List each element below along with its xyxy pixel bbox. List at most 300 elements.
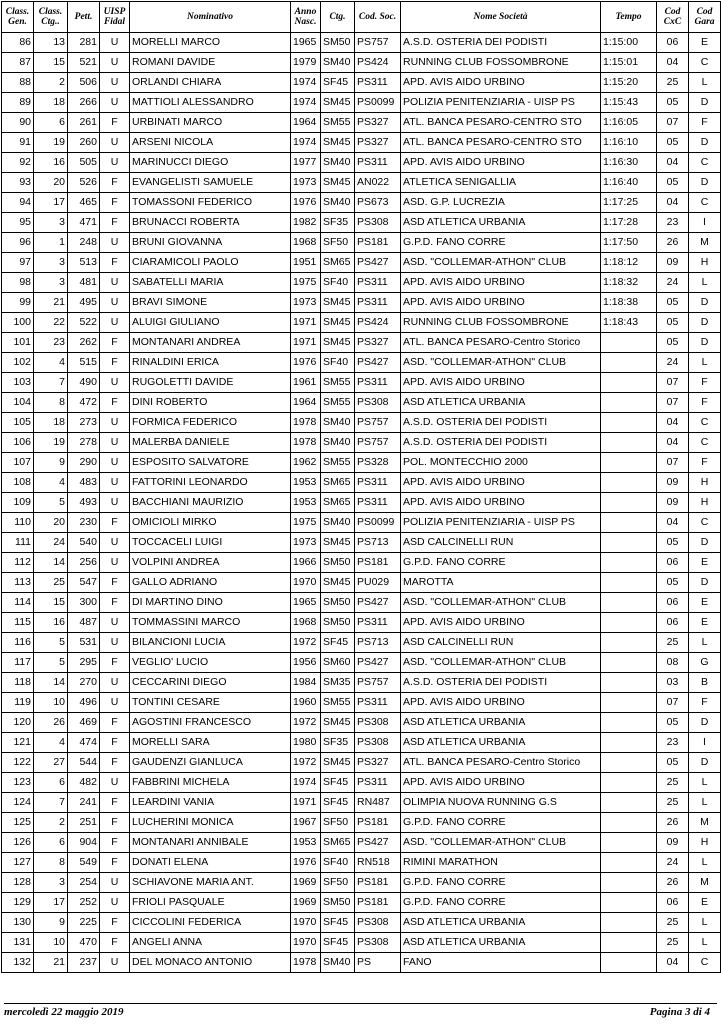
cell-class-ctg: 15: [34, 53, 68, 73]
cell-nome-societa: A.S.D. OSTERIA DEI PODISTI: [401, 33, 601, 53]
cell-ctg: SM50: [321, 893, 355, 913]
cell-class-gen: 125: [2, 813, 34, 833]
header-pett: Pett.: [68, 2, 100, 33]
cell-nome-societa: ATL. BANCA PESARO-Centro Storico: [401, 333, 601, 353]
cell-cod-gara: L: [689, 913, 721, 933]
cell-ctg: SM50: [321, 613, 355, 633]
cell-anno-nasc: 1970: [291, 573, 321, 593]
cell-cod-cxc: 25: [657, 633, 689, 653]
cell-class-gen: 99: [2, 293, 34, 313]
cell-class-ctg: 3: [34, 273, 68, 293]
cell-class-ctg: 3: [34, 873, 68, 893]
cell-uisp-fidal: F: [100, 213, 130, 233]
cell-pett: 549: [68, 853, 100, 873]
cell-cod-soc: PS311: [355, 293, 401, 313]
cell-cod-gara: L: [689, 793, 721, 813]
cell-tempo: [601, 433, 657, 453]
table-row: [2, 473, 721, 493]
cell-anno-nasc: 1976: [291, 853, 321, 873]
cell-pett: 547: [68, 573, 100, 593]
cell-nominativo: ARSENI NICOLA: [130, 133, 291, 153]
cell-nome-societa: APD. AVIS AIDO URBINO: [401, 293, 601, 313]
cell-uisp-fidal: U: [100, 433, 130, 453]
cell-anno-nasc: 1960: [291, 693, 321, 713]
cell-tempo: [601, 573, 657, 593]
cell-nominativo: EVANGELISTI SAMUELE: [130, 173, 291, 193]
cell-cod-gara: E: [689, 593, 721, 613]
cell-cod-gara: E: [689, 553, 721, 573]
cell-cod-gara: C: [689, 153, 721, 173]
cell-class-gen: 103: [2, 373, 34, 393]
table-row: [2, 213, 721, 233]
cell-uisp-fidal: F: [100, 193, 130, 213]
cell-cod-gara: E: [689, 613, 721, 633]
cell-uisp-fidal: F: [100, 333, 130, 353]
cell-ctg: SM65: [321, 493, 355, 513]
cell-ctg: SM40: [321, 53, 355, 73]
header-ctg: Ctg.: [321, 2, 355, 33]
cell-tempo: [601, 813, 657, 833]
cell-cod-cxc: 03: [657, 673, 689, 693]
cell-class-gen: 113: [2, 573, 34, 593]
cell-class-ctg: 18: [34, 413, 68, 433]
cell-class-ctg: 14: [34, 673, 68, 693]
cell-ctg: SF40: [321, 353, 355, 373]
cell-cod-cxc: 05: [657, 533, 689, 553]
cell-cod-soc: PS757: [355, 413, 401, 433]
cell-ctg: SM60: [321, 653, 355, 673]
cell-anno-nasc: 1953: [291, 473, 321, 493]
cell-ctg: SM45: [321, 333, 355, 353]
cell-cod-soc: PS311: [355, 473, 401, 493]
cell-anno-nasc: 1968: [291, 613, 321, 633]
cell-nome-societa: G.P.D. FANO CORRE: [401, 553, 601, 573]
cell-anno-nasc: 1972: [291, 713, 321, 733]
cell-cod-cxc: 24: [657, 353, 689, 373]
cell-pett: 270: [68, 673, 100, 693]
cell-cod-cxc: 24: [657, 853, 689, 873]
cell-nome-societa: ASD ATLETICA URBANIA: [401, 393, 601, 413]
cell-uisp-fidal: U: [100, 533, 130, 553]
cell-pett: 521: [68, 53, 100, 73]
cell-ctg: SM45: [321, 753, 355, 773]
cell-cod-cxc: 06: [657, 593, 689, 613]
cell-cod-soc: PS181: [355, 233, 401, 253]
cell-cod-soc: PS311: [355, 493, 401, 513]
cell-uisp-fidal: U: [100, 893, 130, 913]
cell-ctg: SM55: [321, 453, 355, 473]
cell-cod-cxc: 24: [657, 273, 689, 293]
cell-pett: 256: [68, 553, 100, 573]
cell-cod-gara: H: [689, 493, 721, 513]
cell-class-gen: 102: [2, 353, 34, 373]
cell-uisp-fidal: U: [100, 273, 130, 293]
cell-anno-nasc: 1973: [291, 173, 321, 193]
cell-pett: 278: [68, 433, 100, 453]
cell-class-gen: 88: [2, 73, 34, 93]
cell-uisp-fidal: F: [100, 753, 130, 773]
cell-cod-gara: E: [689, 893, 721, 913]
cell-class-gen: 117: [2, 653, 34, 673]
cell-class-gen: 105: [2, 413, 34, 433]
cell-ctg: SM55: [321, 113, 355, 133]
cell-nome-societa: APD. AVIS AIDO URBINO: [401, 613, 601, 633]
cell-cod-gara: D: [689, 93, 721, 113]
cell-cod-cxc: 09: [657, 473, 689, 493]
cell-cod-gara: I: [689, 733, 721, 753]
cell-class-ctg: 20: [34, 513, 68, 533]
cell-cod-soc: PS424: [355, 53, 401, 73]
cell-cod-cxc: 25: [657, 913, 689, 933]
cell-class-ctg: 16: [34, 613, 68, 633]
cell-cod-gara: D: [689, 313, 721, 333]
cell-nominativo: MONTANARI ANNIBALE: [130, 833, 291, 853]
cell-ctg: SM50: [321, 593, 355, 613]
cell-cod-cxc: 26: [657, 873, 689, 893]
cell-nome-societa: ASD CALCINELLI RUN: [401, 533, 601, 553]
cell-anno-nasc: 1976: [291, 353, 321, 373]
cell-ctg: SF40: [321, 853, 355, 873]
cell-class-ctg: 7: [34, 793, 68, 813]
cell-pett: 513: [68, 253, 100, 273]
cell-nominativo: CIARAMICOLI PAOLO: [130, 253, 291, 273]
cell-cod-gara: C: [689, 513, 721, 533]
cell-pett: 260: [68, 133, 100, 153]
table-row: [2, 693, 721, 713]
cell-cod-soc: AN022: [355, 173, 401, 193]
cell-cod-gara: L: [689, 273, 721, 293]
table-row: [2, 753, 721, 773]
table-row: [2, 433, 721, 453]
cell-cod-soc: PS757: [355, 673, 401, 693]
cell-nome-societa: ASD CALCINELLI RUN: [401, 633, 601, 653]
table-row: [2, 773, 721, 793]
cell-nome-societa: APD. AVIS AIDO URBINO: [401, 153, 601, 173]
cell-class-gen: 128: [2, 873, 34, 893]
cell-cod-soc: PS: [355, 953, 401, 973]
cell-pett: 472: [68, 393, 100, 413]
cell-class-ctg: 9: [34, 913, 68, 933]
cell-class-ctg: 17: [34, 193, 68, 213]
cell-uisp-fidal: U: [100, 453, 130, 473]
cell-cod-cxc: 09: [657, 493, 689, 513]
cell-nominativo: ESPOSITO SALVATORE: [130, 453, 291, 473]
cell-pett: 496: [68, 693, 100, 713]
cell-nominativo: TOMMASSINI MARCO: [130, 613, 291, 633]
cell-cod-soc: PS424: [355, 313, 401, 333]
table-row: [2, 193, 721, 213]
cell-class-gen: 119: [2, 693, 34, 713]
table-row: [2, 533, 721, 553]
cell-nominativo: SCHIAVONE MARIA ANT.: [130, 873, 291, 893]
cell-anno-nasc: 1977: [291, 153, 321, 173]
cell-class-gen: 96: [2, 233, 34, 253]
cell-anno-nasc: 1956: [291, 653, 321, 673]
cell-class-gen: 118: [2, 673, 34, 693]
cell-class-gen: 104: [2, 393, 34, 413]
cell-ctg: SM40: [321, 953, 355, 973]
table-row: [2, 53, 721, 73]
cell-pett: 531: [68, 633, 100, 653]
cell-class-ctg: 5: [34, 633, 68, 653]
cell-tempo: 1:15:43: [601, 93, 657, 113]
cell-cod-cxc: 04: [657, 53, 689, 73]
table-row: [2, 93, 721, 113]
table-row: [2, 113, 721, 133]
table-row: [2, 453, 721, 473]
header-tempo: Tempo: [601, 2, 657, 33]
table-row: [2, 953, 721, 973]
cell-cod-gara: C: [689, 193, 721, 213]
cell-cod-soc: PS311: [355, 613, 401, 633]
cell-pett: 481: [68, 273, 100, 293]
cell-nominativo: FABBRINI MICHELA: [130, 773, 291, 793]
cell-tempo: 1:15:01: [601, 53, 657, 73]
cell-class-ctg: 9: [34, 453, 68, 473]
cell-uisp-fidal: F: [100, 173, 130, 193]
cell-pett: 261: [68, 113, 100, 133]
cell-cod-cxc: 07: [657, 453, 689, 473]
table-row: [2, 713, 721, 733]
cell-anno-nasc: 1975: [291, 513, 321, 533]
cell-tempo: [601, 633, 657, 653]
cell-pett: 281: [68, 33, 100, 53]
cell-cod-soc: PS427: [355, 593, 401, 613]
cell-class-ctg: 10: [34, 933, 68, 953]
cell-tempo: [601, 513, 657, 533]
cell-uisp-fidal: U: [100, 73, 130, 93]
results-sheet: [1, 1, 721, 973]
cell-ctg: SM45: [321, 313, 355, 333]
cell-cod-soc: PS0099: [355, 513, 401, 533]
table-row: [2, 593, 721, 613]
cell-nominativo: MONTANARI ANDREA: [130, 333, 291, 353]
cell-pett: 290: [68, 453, 100, 473]
cell-tempo: [601, 733, 657, 753]
footer-page-number: Pagina 3 di 4: [649, 1006, 710, 1018]
cell-nome-societa: ASD ATLETICA URBANIA: [401, 733, 601, 753]
cell-ctg: SM45: [321, 573, 355, 593]
cell-class-ctg: 5: [34, 493, 68, 513]
cell-cod-gara: M: [689, 813, 721, 833]
cell-cod-soc: PS181: [355, 553, 401, 573]
cell-nominativo: MORELLI MARCO: [130, 33, 291, 53]
cell-tempo: [601, 953, 657, 973]
cell-class-ctg: 3: [34, 213, 68, 233]
cell-tempo: 1:16:30: [601, 153, 657, 173]
cell-class-ctg: 7: [34, 373, 68, 393]
cell-uisp-fidal: F: [100, 813, 130, 833]
table-row: [2, 813, 721, 833]
cell-tempo: 1:18:12: [601, 253, 657, 273]
cell-cod-gara: I: [689, 213, 721, 233]
cell-cod-soc: PS327: [355, 133, 401, 153]
cell-cod-cxc: 07: [657, 393, 689, 413]
cell-tempo: [601, 393, 657, 413]
cell-nominativo: ORLANDI CHIARA: [130, 73, 291, 93]
cell-pett: 295: [68, 653, 100, 673]
cell-class-gen: 124: [2, 793, 34, 813]
cell-cod-gara: D: [689, 753, 721, 773]
cell-nome-societa: APD. AVIS AIDO URBINO: [401, 373, 601, 393]
cell-cod-gara: C: [689, 413, 721, 433]
cell-nome-societa: ASD ATLETICA URBANIA: [401, 933, 601, 953]
table-row: [2, 933, 721, 953]
cell-pett: 237: [68, 953, 100, 973]
cell-tempo: 1:15:20: [601, 73, 657, 93]
cell-uisp-fidal: U: [100, 493, 130, 513]
cell-nominativo: LEARDINI VANIA: [130, 793, 291, 813]
cell-anno-nasc: 1970: [291, 933, 321, 953]
cell-uisp-fidal: U: [100, 293, 130, 313]
cell-pett: 495: [68, 293, 100, 313]
cell-uisp-fidal: F: [100, 393, 130, 413]
cell-uisp-fidal: F: [100, 713, 130, 733]
cell-uisp-fidal: F: [100, 913, 130, 933]
cell-cod-soc: PS327: [355, 113, 401, 133]
cell-uisp-fidal: F: [100, 933, 130, 953]
cell-cod-gara: H: [689, 833, 721, 853]
cell-cod-cxc: 26: [657, 813, 689, 833]
cell-ctg: SF35: [321, 733, 355, 753]
cell-cod-gara: D: [689, 713, 721, 733]
table-row: [2, 333, 721, 353]
cell-pett: 540: [68, 533, 100, 553]
table-row: [2, 673, 721, 693]
cell-uisp-fidal: U: [100, 953, 130, 973]
cell-pett: 254: [68, 873, 100, 893]
cell-nominativo: RUGOLETTI DAVIDE: [130, 373, 291, 393]
cell-nome-societa: POL. MONTECCHIO 2000: [401, 453, 601, 473]
cell-anno-nasc: 1984: [291, 673, 321, 693]
cell-cod-gara: C: [689, 433, 721, 453]
table-row: [2, 393, 721, 413]
table-row: [2, 413, 721, 433]
cell-nominativo: TONTINI CESARE: [130, 693, 291, 713]
cell-ctg: SM40: [321, 153, 355, 173]
cell-cod-soc: PS311: [355, 773, 401, 793]
cell-cod-gara: F: [689, 693, 721, 713]
cell-cod-soc: PS308: [355, 713, 401, 733]
cell-pett: 522: [68, 313, 100, 333]
cell-ctg: SF50: [321, 873, 355, 893]
cell-anno-nasc: 1971: [291, 333, 321, 353]
cell-pett: 225: [68, 913, 100, 933]
cell-ctg: SF45: [321, 633, 355, 653]
cell-cod-cxc: 23: [657, 213, 689, 233]
header-class-gen: Class. Gen.: [2, 2, 34, 33]
cell-ctg: SF40: [321, 273, 355, 293]
cell-cod-soc: PS181: [355, 893, 401, 913]
cell-ctg: SM45: [321, 533, 355, 553]
cell-ctg: SM65: [321, 833, 355, 853]
cell-uisp-fidal: U: [100, 33, 130, 53]
cell-nome-societa: APD. AVIS AIDO URBINO: [401, 273, 601, 293]
cell-nome-societa: ATL. BANCA PESARO-Centro Storico: [401, 753, 601, 773]
cell-anno-nasc: 1982: [291, 213, 321, 233]
cell-nominativo: DONATI ELENA: [130, 853, 291, 873]
cell-class-ctg: 19: [34, 433, 68, 453]
cell-tempo: 1:16:05: [601, 113, 657, 133]
page-footer: [4, 1003, 717, 1018]
cell-ctg: SM40: [321, 513, 355, 533]
cell-tempo: [601, 653, 657, 673]
cell-cod-gara: F: [689, 453, 721, 473]
cell-nome-societa: ASD. G.P. LUCREZIA: [401, 193, 601, 213]
cell-class-gen: 87: [2, 53, 34, 73]
cell-tempo: [601, 353, 657, 373]
cell-cod-soc: PS308: [355, 393, 401, 413]
cell-class-ctg: 6: [34, 833, 68, 853]
table-row: [2, 573, 721, 593]
cell-ctg: SF35: [321, 213, 355, 233]
cell-nominativo: TOMASSONI FEDERICO: [130, 193, 291, 213]
table-row: [2, 33, 721, 53]
cell-ctg: SM55: [321, 693, 355, 713]
header-cod-gara: Cod Gara: [689, 2, 721, 33]
cell-class-ctg: 27: [34, 753, 68, 773]
header-class-ctg: Class. Ctg..: [34, 2, 68, 33]
cell-pett: 474: [68, 733, 100, 753]
cell-tempo: [601, 933, 657, 953]
cell-cod-cxc: 06: [657, 613, 689, 633]
cell-tempo: [601, 913, 657, 933]
cell-anno-nasc: 1953: [291, 833, 321, 853]
cell-anno-nasc: 1979: [291, 53, 321, 73]
cell-nominativo: DINI ROBERTO: [130, 393, 291, 413]
table-row: [2, 153, 721, 173]
cell-nominativo: BILANCIONI LUCIA: [130, 633, 291, 653]
cell-class-gen: 93: [2, 173, 34, 193]
cell-uisp-fidal: U: [100, 373, 130, 393]
cell-uisp-fidal: U: [100, 93, 130, 113]
cell-nominativo: RINALDINI ERICA: [130, 353, 291, 373]
cell-cod-soc: PS0099: [355, 93, 401, 113]
cell-ctg: SF45: [321, 73, 355, 93]
cell-class-gen: 129: [2, 893, 34, 913]
cell-cod-soc: PS311: [355, 693, 401, 713]
cell-class-gen: 130: [2, 913, 34, 933]
cell-class-gen: 121: [2, 733, 34, 753]
cell-tempo: [601, 413, 657, 433]
table-row: [2, 133, 721, 153]
cell-nome-societa: ASD ATLETICA URBANIA: [401, 913, 601, 933]
header-uisp-fidal: UISP Fidal: [100, 2, 130, 33]
table-row: [2, 873, 721, 893]
cell-cod-gara: D: [689, 573, 721, 593]
cell-class-ctg: 2: [34, 73, 68, 93]
cell-anno-nasc: 1975: [291, 273, 321, 293]
cell-cod-gara: G: [689, 653, 721, 673]
cell-anno-nasc: 1974: [291, 133, 321, 153]
cell-pett: 490: [68, 373, 100, 393]
table-row: [2, 173, 721, 193]
cell-class-ctg: 21: [34, 953, 68, 973]
cell-cod-gara: C: [689, 953, 721, 973]
cell-ctg: SF45: [321, 933, 355, 953]
cell-class-gen: 94: [2, 193, 34, 213]
cell-tempo: 1:16:40: [601, 173, 657, 193]
cell-tempo: 1:18:32: [601, 273, 657, 293]
cell-nominativo: CECCARINI DIEGO: [130, 673, 291, 693]
cell-anno-nasc: 1967: [291, 813, 321, 833]
cell-nome-societa: G.P.D. FANO CORRE: [401, 233, 601, 253]
cell-anno-nasc: 1969: [291, 873, 321, 893]
cell-anno-nasc: 1965: [291, 593, 321, 613]
cell-cod-soc: PS427: [355, 353, 401, 373]
cell-cod-cxc: 07: [657, 113, 689, 133]
cell-uisp-fidal: U: [100, 413, 130, 433]
